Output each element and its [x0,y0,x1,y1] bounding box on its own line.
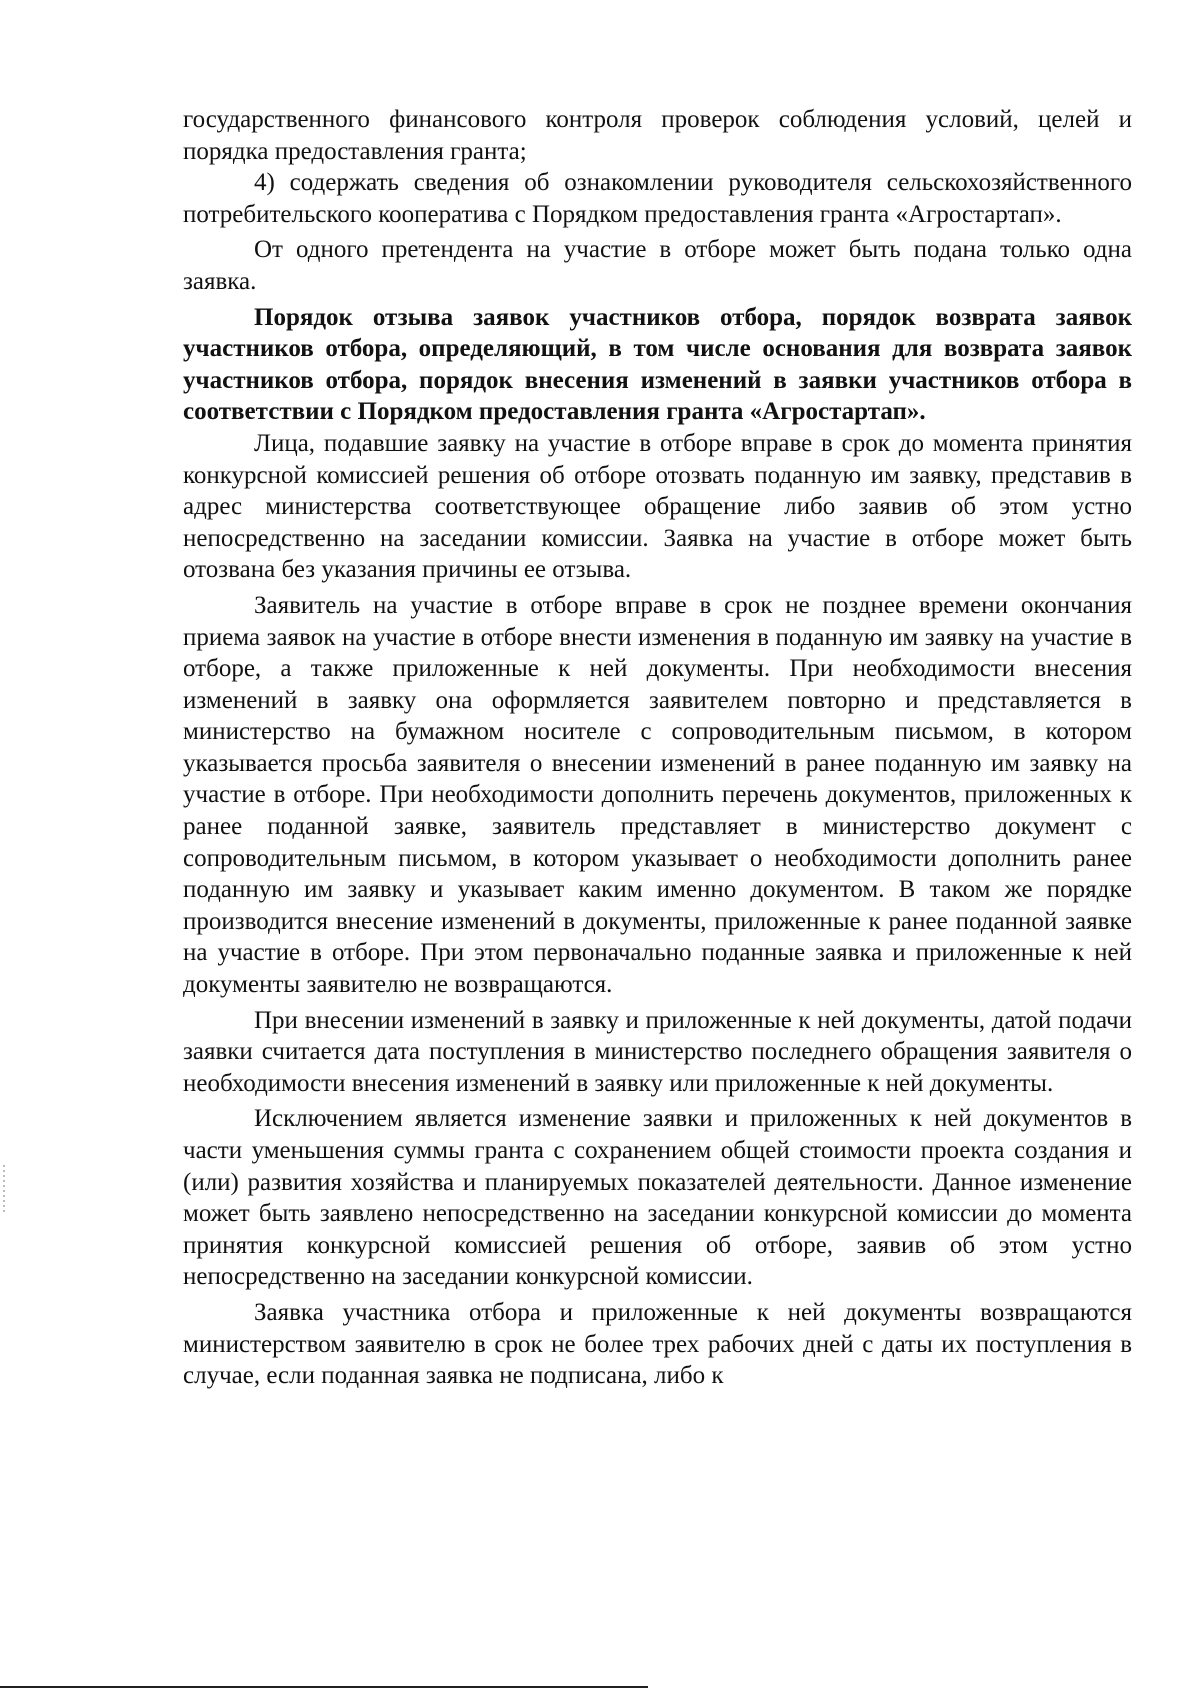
paragraph-one-application: От одного претендента на участие в отборе может быть подана только одна заявка. [183,236,1132,295]
paragraph-submission-date: При внесении изменений в заявку и приложенные к ней документы, датой подачи заявки считается дата поступления в министерство последнего обращения заявителя о необходимости внесения изменений в заявку или приложенные к ней документы. [183,1006,1132,1097]
paragraph-continuation: государственного финансового контроля проверок соблюдения условий, целей и порядка предоставления гранта; [183,106,1132,165]
scan-artifact [3,1165,5,1213]
paragraph-changes: Заявитель на участие в отборе вправе в срок не позднее времени окончания приема заявок на участие в отборе внести изменения в поданную им заявку на участие в отборе, а также приложенные к ней документы. При необходимости внесения изменений в заявку она оформляется заявителем повторно и представляется в министерство на бумажном носителе с сопроводительным письмом, в котором указывается просьба заявителя о внесении изменений в ранее поданную им заявку на участие в отборе. При необходимости дополнить перечень документов, приложенных к ранее поданной заявке, заявитель представляет в министерство документ с сопроводительным письмом, в котором указывает о необходимости дополнить ранее поданную им заявку и указывает каким именно документом. В таком же порядке производится внесение изменений в документы, приложенные к ранее поданной заявке на участие в отборе. При этом первоначально поданные заявка и приложенные к ней документы заявителю не возвращаются. [183,591,1132,999]
paragraph-return: Заявка участника отбора и приложенные к ней документы возвращаются министерством заявителю в срок не более трех рабочих дней с даты их поступления в случае, если поданная заявка не подписана, либо к [183,1298,1132,1390]
footer-rule [0,1686,648,1688]
document-page [183,104,1132,1392]
paragraph-exception: Исключением является изменение заявки и приложенных к ней документов в части уменьшения суммы гранта с сохранением общей стоимости проекта создания и (или) развития хозяйства и планируемых показателей деятельности. Данное изменение может быть заявлено непосредственно на заседании конкурсной комиссии до момента принятия конкурсной комиссией решения об отборе, заявив об этом устно непосредственно на заседании конкурсной комиссии. [183,1105,1132,1291]
list-item-4: 4) содержать сведения об ознакомлении руководителя сельскохозяйственного потребительского кооператива с Порядком предоставления гранта «Агростартап». [183,169,1132,228]
paragraph-withdrawal: Лица, подавшие заявку на участие в отборе вправе в срок до момента принятия конкурсной комиссией решения об отборе отозвать поданную им заявку, представив в адрес министерства соответствующее обращение либо заявив об этом устно непосредственно на заседании комиссии. Заявка на участие в отборе может быть отозвана без указания причины ее отзыва. [183,429,1132,584]
section-heading: Порядок отзыва заявок участников отбора, порядок возврата заявок участников отбора, определяющий, в том числе основания для возврата заявок участников отбора, порядок внесения изменений в заявки участников отбора в соответствии с Порядком предоставления гранта «Агростартап». [183,303,1132,426]
